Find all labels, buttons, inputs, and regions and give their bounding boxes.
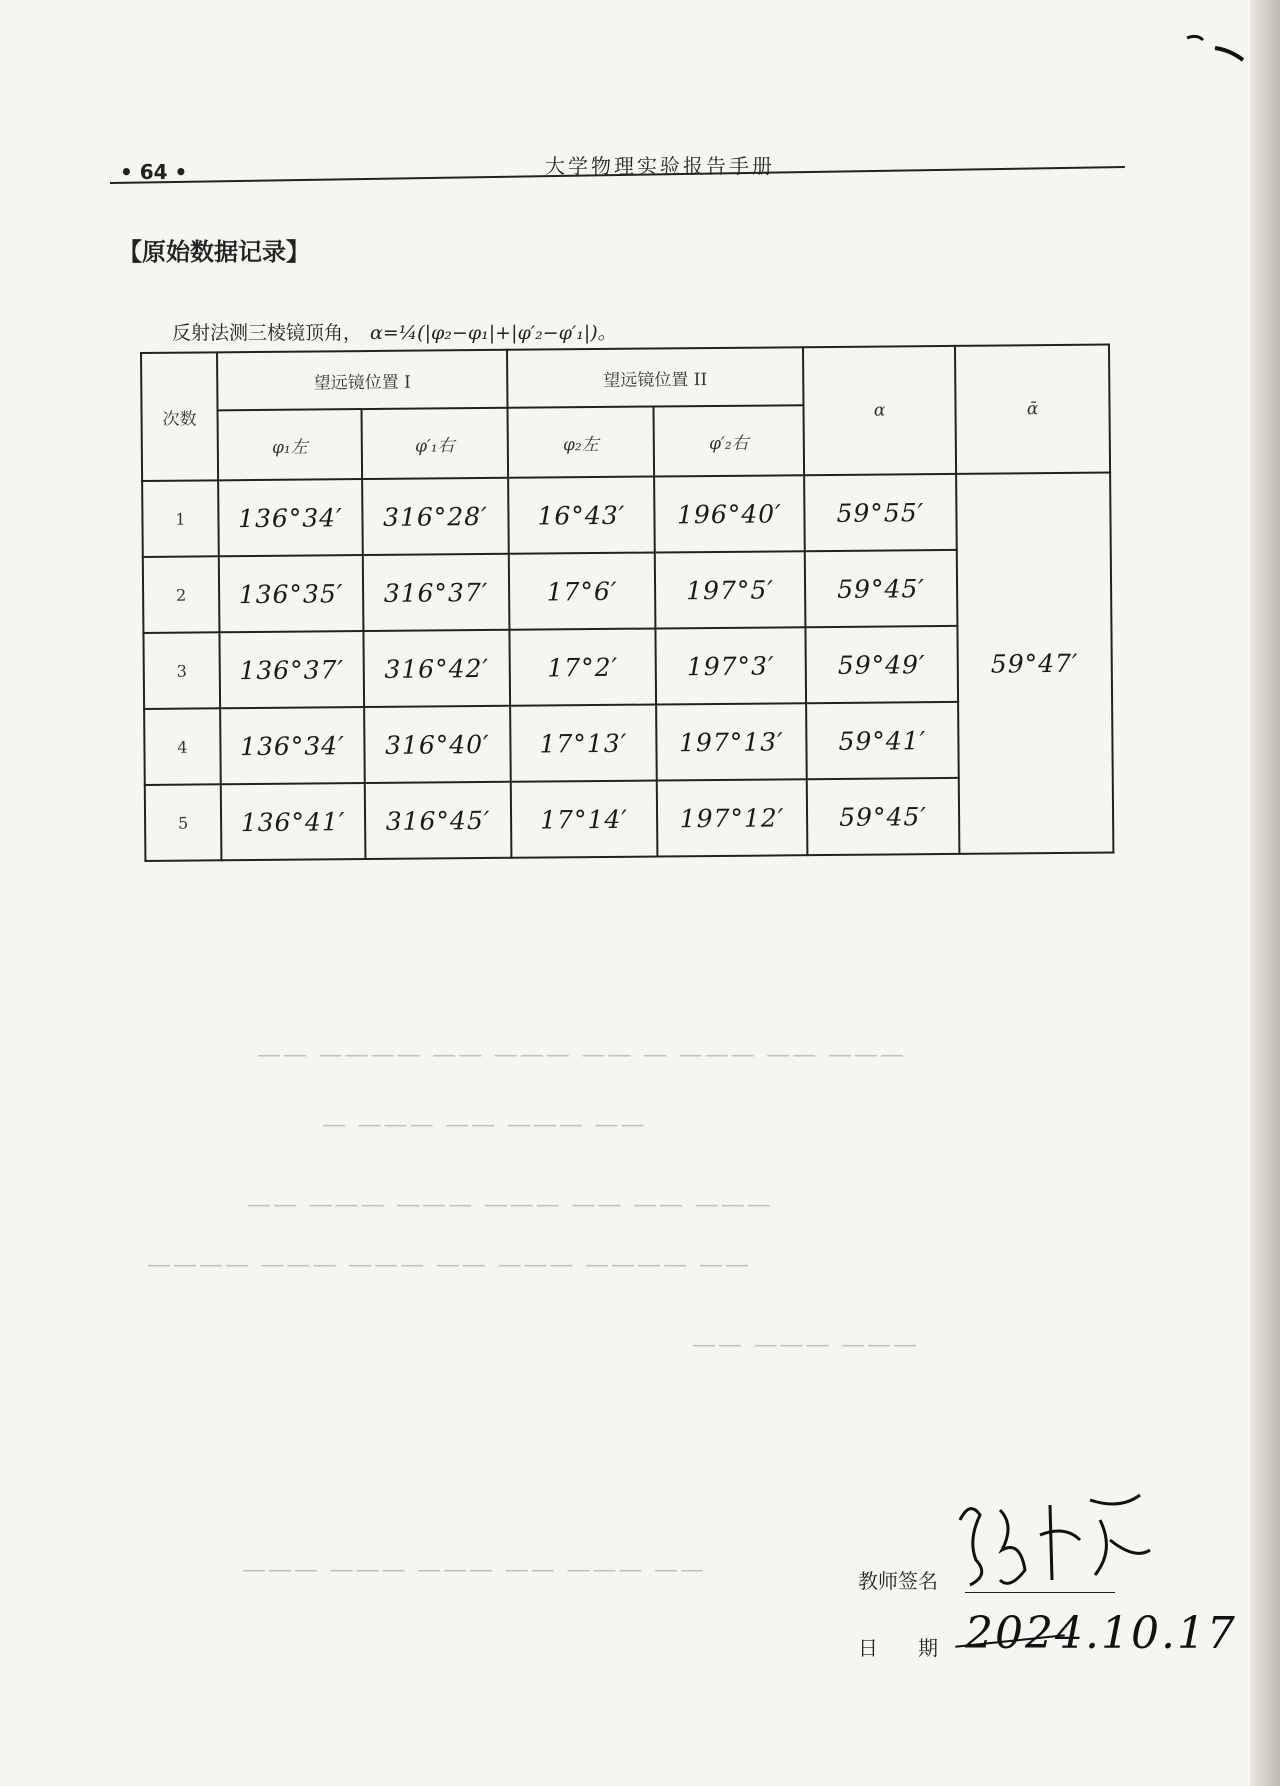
phi2-prime-cell: 197°3′ — [655, 627, 806, 704]
phi2-prime-header: φ′₂右 — [653, 405, 804, 476]
phi1-prime-cell: 316°40′ — [364, 706, 511, 783]
bleed-through-line: —— ——— —— ——— ——— ——— — [240, 1555, 705, 1583]
paper-edge — [1250, 0, 1280, 1786]
page-number: • 64 • — [120, 160, 188, 184]
phi2-cell: 17°13′ — [510, 705, 657, 782]
alpha-cell: 59°49′ — [805, 626, 958, 703]
phi1-cell: 136°41′ — [221, 783, 366, 860]
table-row — [142, 473, 1111, 557]
phi1-prime-cell: 316°28′ — [362, 478, 509, 555]
phi2-prime-cell: 197°5′ — [655, 551, 806, 628]
phi2-prime-cell: 197°12′ — [657, 779, 808, 856]
phi2-cell: 17°14′ — [511, 781, 658, 858]
row-index: 3 — [143, 632, 220, 709]
alpha-mean-header: ᾱ — [955, 345, 1110, 474]
phi2-cell: 16°43′ — [508, 477, 655, 554]
teacher-signature — [940, 1480, 1160, 1600]
formula-line — [172, 318, 617, 345]
row-index: 1 — [142, 480, 219, 557]
phi1-cell: 136°35′ — [219, 555, 364, 632]
alpha-cell: 59°41′ — [806, 702, 959, 779]
phi2-cell: 17°2′ — [509, 629, 656, 706]
date-label: 日 期 — [858, 1636, 938, 1660]
position-2-header: 望远镜位置 II — [507, 347, 803, 408]
phi1-prime-cell: 316°42′ — [363, 630, 510, 707]
corner-pen-mark — [1185, 30, 1245, 70]
bleed-through-line: —— ——— —— ——— — — [320, 1110, 645, 1138]
teacher-signature-label: 教师签名 — [858, 1569, 938, 1593]
row-index: 2 — [143, 556, 220, 633]
phi1-cell: 136°34′ — [220, 707, 365, 784]
phi1-prime-cell: 316°37′ — [363, 554, 510, 631]
alpha-cell: 59°45′ — [807, 778, 960, 855]
alpha-cell: 59°45′ — [805, 550, 958, 627]
formula-prefix: 反射法测三棱镜顶角， — [172, 322, 363, 344]
count-header: 次数 — [141, 352, 218, 481]
phi1-cell: 136°34′ — [218, 479, 363, 556]
phi1-prime-cell: 316°45′ — [365, 782, 512, 859]
phi1-cell: 136°37′ — [219, 631, 364, 708]
phi2-header: φ₂左 — [508, 407, 655, 478]
bleed-through-line: ——— —— ——— — —— ——— —— ———— —— — [255, 1040, 905, 1068]
date-value: 2024.10.17 — [965, 1608, 1237, 1659]
row-index: 4 — [144, 708, 221, 785]
section-heading: 【原始数据记录】 — [118, 238, 310, 266]
position-1-header: 望远镜位置 I — [217, 350, 507, 411]
alpha-cell: 59°55′ — [804, 474, 957, 551]
bleed-through-line: ——— ——— —— — [690, 1330, 918, 1358]
phi1-prime-header: φ′₁右 — [362, 408, 509, 479]
signature-line — [965, 1592, 1115, 1593]
bleed-through-line: —— ———— ——— —— ——— ——— ———— — [145, 1250, 749, 1278]
phi2-prime-cell: 197°13′ — [656, 703, 807, 780]
data-table — [140, 344, 1114, 862]
alpha-mean-cell: 59°47′ — [956, 473, 1113, 854]
row-index: 5 — [145, 784, 222, 861]
alpha-header: α — [803, 346, 956, 475]
phi1-header: φ₁左 — [218, 409, 363, 480]
phi2-cell: 17°6′ — [509, 553, 656, 630]
running-title: 大学物理实验报告手册 — [545, 154, 775, 178]
formula: α=¼(|φ₂−φ₁|+|φ′₂−φ′₁|)。 — [370, 322, 617, 344]
phi2-prime-cell: 196°40′ — [654, 475, 805, 552]
bleed-through-line: ——— —— —— ——— ——— ——— —— — [245, 1190, 771, 1218]
